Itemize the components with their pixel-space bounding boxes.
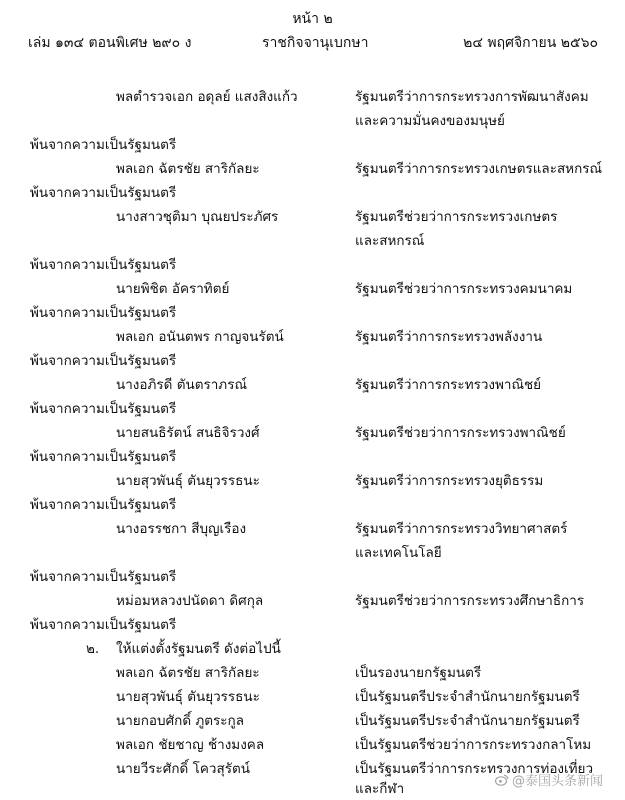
appointee-position: เป็นรองนายกรัฐมนตรี xyxy=(355,665,482,681)
appointee-position: เป็นรัฐมนตรีประจำสำนักนายกรัฐมนตรี xyxy=(355,689,580,705)
removed-label: พ้นจากความเป็นรัฐมนตรี xyxy=(30,137,177,153)
minister-position: รัฐมนตรีช่วยว่าการกระทรวงเกษตร xyxy=(355,209,558,225)
minister-name: หม่อมหลวงปนัดดา ดิศกุล xyxy=(116,593,264,609)
publication-date: ๒๔ พฤศจิกายน ๒๕๖๐ xyxy=(463,35,598,51)
minister-position: รัฐมนตรีว่าการกระทรวงยุติธรรม xyxy=(355,473,544,489)
removed-label: พ้นจากความเป็นรัฐมนตรี xyxy=(30,449,177,465)
minister-name: นายสุวพันธุ์ ตันยุวรรธนะ xyxy=(116,473,260,489)
appointee-position: เป็นรัฐมนตรีประจำสำนักนายกรัฐมนตรี xyxy=(355,713,580,729)
minister-name: พลเอก ฉัตรชัย สาริกัลยะ xyxy=(116,161,260,177)
minister-name: พลเอก อนันตพร กาญจนรัตน์ xyxy=(116,329,284,345)
minister-position: รัฐมนตรีว่าการกระทรวงพลังงาน xyxy=(355,329,543,345)
appointee-name: พลเอก ชัยชาญ ช้างมงคล xyxy=(116,737,265,753)
minister-name: พลตำรวจเอก อดุลย์ แสงสิงแก้ว xyxy=(116,89,298,105)
publication-name: ราชกิจจานุเบกษา xyxy=(262,35,369,51)
minister-name: นางอรรชกา สีบุญเรือง xyxy=(116,521,247,537)
minister-position: รัฐมนตรีช่วยว่าการกระทรวงศึกษาธิการ xyxy=(355,593,585,609)
appointee-position-cont: และกีฬา xyxy=(355,781,405,797)
minister-name: นางอภิรดี ตันตราภรณ์ xyxy=(116,377,247,393)
section-heading: ให้แต่งตั้งรัฐมนตรี ดังต่อไปนี้ xyxy=(116,641,281,657)
appointee-position: เป็นรัฐมนตรีว่าการกระทรวงการท่องเที่ยว xyxy=(355,761,594,777)
minister-position-cont: และความมั่นคงของมนุษย์ xyxy=(355,113,505,129)
removed-label: พ้นจากความเป็นรัฐมนตรี xyxy=(30,497,177,513)
removed-label: พ้นจากความเป็นรัฐมนตรี xyxy=(30,569,177,585)
minister-position: รัฐมนตรีว่าการกระทรวงพาณิชย์ xyxy=(355,377,542,393)
minister-position: รัฐมนตรีว่าการกระทรวงการพัฒนาสังคม xyxy=(355,89,589,105)
minister-position-cont: และเทคโนโลยี xyxy=(355,545,442,561)
removed-label: พ้นจากความเป็นรัฐมนตรี xyxy=(30,305,177,321)
removed-label: พ้นจากความเป็นรัฐมนตรี xyxy=(30,257,177,273)
appointee-position: เป็นรัฐมนตรีช่วยว่าการกระทรวงกลาโหม xyxy=(355,737,592,753)
appointee-name: นายสุวพันธุ์ ตันยุวรรธนะ xyxy=(116,689,260,705)
gazette-header xyxy=(28,32,598,52)
minister-name: นายพิชิต อัคราทิตย์ xyxy=(116,281,230,297)
watermark-text: @泰国头条新闻 xyxy=(511,774,603,789)
page-number: หน้า ๒ xyxy=(292,11,333,27)
appointee-name: นายกอบศักดิ์ ภูตระกูล xyxy=(116,713,244,729)
minister-position-cont: และสหกรณ์ xyxy=(355,233,425,249)
minister-position: รัฐมนตรีช่วยว่าการกระทรวงพาณิชย์ xyxy=(355,425,566,441)
removed-label: พ้นจากความเป็นรัฐมนตรี xyxy=(30,401,177,417)
minister-position: รัฐมนตรีว่าการกระทรวงวิทยาศาสตร์ xyxy=(355,521,568,537)
appointee-name: พลเอก ฉัตรชัย สาริกัลยะ xyxy=(116,665,260,681)
volume-issue: เล่ม ๑๓๔ ตอนพิเศษ ๒๙๐ ง xyxy=(28,35,192,51)
watermark xyxy=(495,770,603,789)
removed-label: พ้นจากความเป็นรัฐมนตรี xyxy=(30,617,177,633)
removed-label: พ้นจากความเป็นรัฐมนตรี xyxy=(30,353,177,369)
removed-label: พ้นจากความเป็นรัฐมนตรี xyxy=(30,185,177,201)
appointee-name: นายวีระศักดิ์ โควสุรัตน์ xyxy=(116,761,250,777)
weibo-icon xyxy=(495,774,509,786)
minister-position: รัฐมนตรีว่าการกระทรวงเกษตรและสหกรณ์ xyxy=(355,161,603,177)
minister-name: นายสนธิรัตน์ สนธิจิรวงศ์ xyxy=(116,425,260,441)
section-number: ๒. xyxy=(86,641,100,657)
minister-name: นางสาวชุติมา บุณยประภัศร xyxy=(116,209,279,225)
minister-position: รัฐมนตรีช่วยว่าการกระทรวงคมนาคม xyxy=(355,281,573,297)
